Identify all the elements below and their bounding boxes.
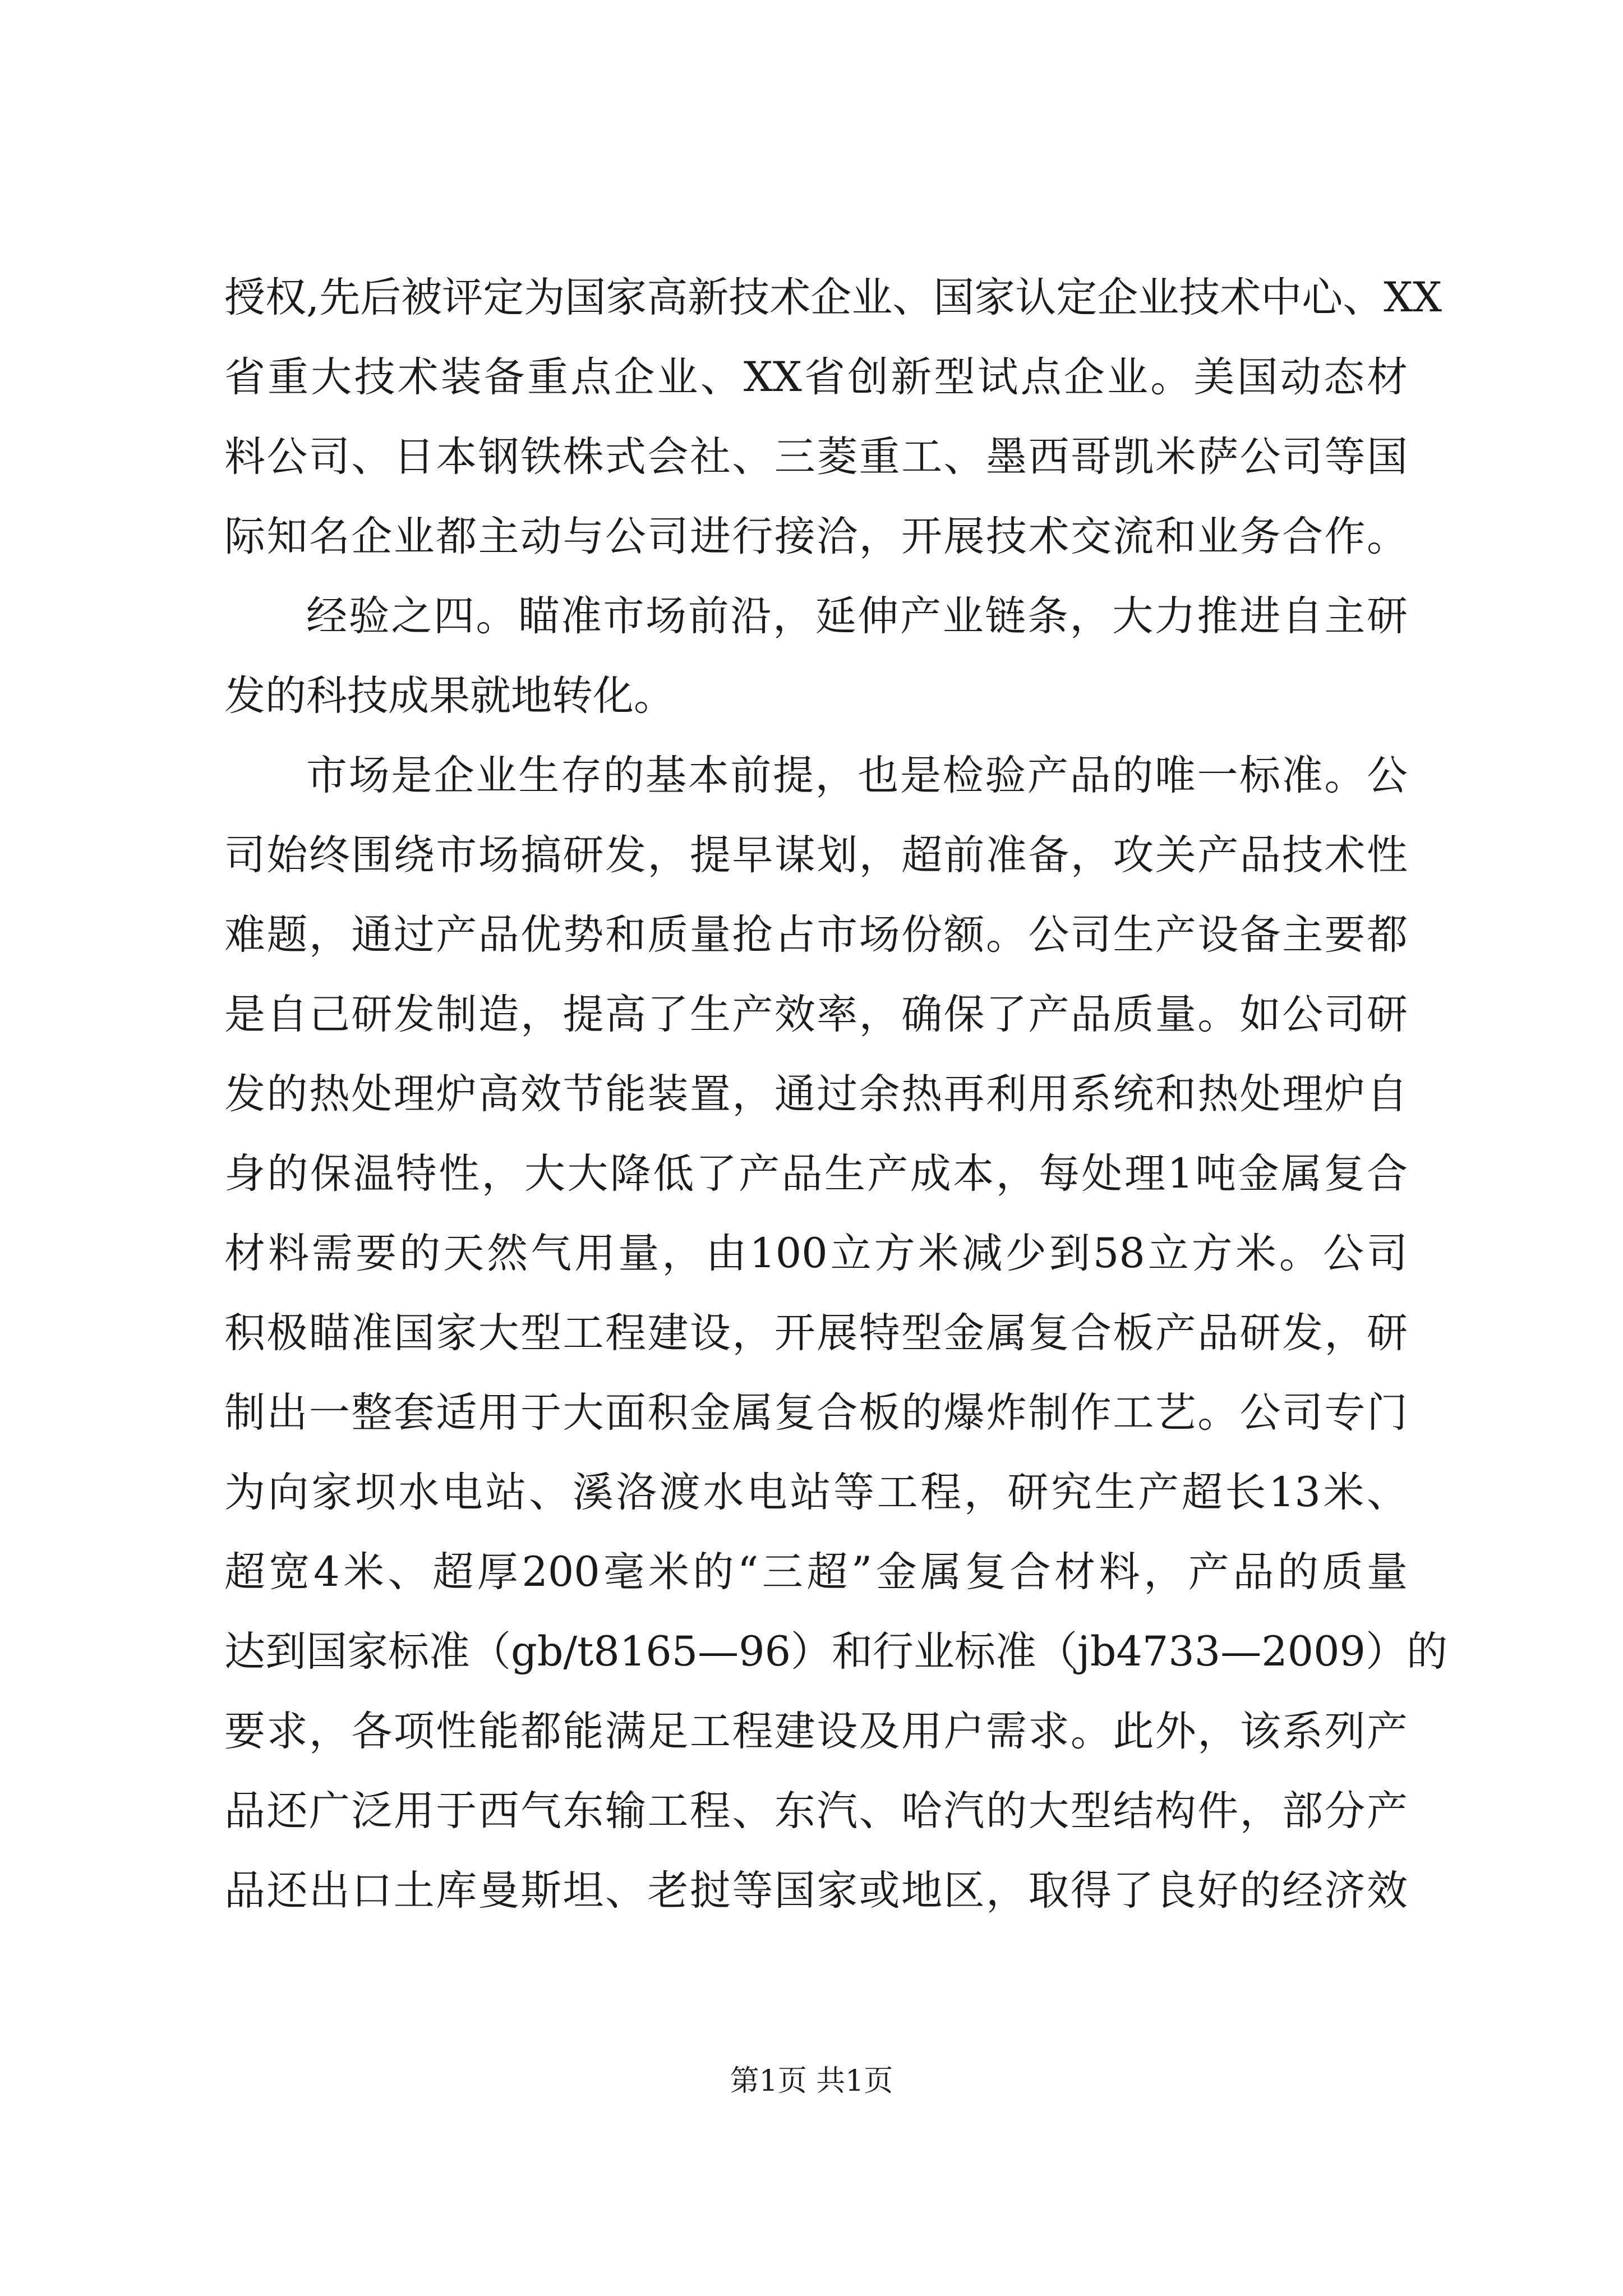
page-number-footer: 第1页 共1页	[730, 2064, 893, 2098]
paragraph-first-line: 市场是企业生存的基本前提，也是检验产品的唯一标准。公	[306, 752, 1408, 799]
text-line: 要求，各项性能都能满足工程建设及用户需求。此外，该系列产	[224, 1708, 1408, 1755]
text-line: 际知名企业都主动与公司进行接洽，开展技术交流和业务合作。	[224, 513, 1408, 560]
text-line: 司始终围绕市场搞研发，提早谋划，超前准备，攻关产品技术性	[224, 831, 1408, 879]
text-line: 材料需要的天然气用量，由100立方米减少到58立方米。公司	[224, 1230, 1408, 1277]
text-line: 料公司、日本钢铁株式会社、三菱重工、墨西哥凯米萨公司等国	[224, 433, 1408, 481]
text-line: 为向家坝水电站、溪洛渡水电站等工程，研究生产超长13米、	[224, 1469, 1408, 1516]
text-line: 授权,先后被评定为国家高新技术企业、国家认定企业技术中心、XX	[224, 274, 1442, 321]
document-body	[224, 258, 1447, 1931]
text-line: 积极瞄准国家大型工程建设，开展特型金属复合板产品研发，研	[224, 1309, 1408, 1357]
text-line: 品还出口土库曼斯坦、老挝等国家或地区，取得了良好的经济效	[224, 1867, 1408, 1915]
text-line: 是自己研发制造，提高了生产效率，确保了产品质量。如公司研	[224, 991, 1408, 1038]
text-line: 制出一整套适用于大面积金属复合板的爆炸制作工艺。公司专门	[224, 1389, 1408, 1437]
text-line: 省重大技术装备重点企业、XX省创新型试点企业。美国动态材	[224, 353, 1408, 401]
text-line: 发的科技成果就地转化。	[224, 672, 675, 720]
paragraph-heading-line: 经验之四。瞄准市场前沿，延伸产业链条，大力推进自主研	[306, 592, 1408, 640]
text-line: 难题，通过产品优势和质量抢占市场份额。公司生产设备主要都	[224, 911, 1408, 959]
text-line: 发的热处理炉高效节能装置，通过余热再利用系统和热处理炉自	[224, 1070, 1408, 1118]
text-line: 达到国家标准（gb/t8165—96）和行业标准（jb4733—2009）的	[224, 1628, 1447, 1676]
text-line: 超宽4米、超厚200毫米的“三超”金属复合材料，产品的质量	[224, 1548, 1408, 1596]
text-line: 身的保温特性，大大降低了产品生产成本，每处理1吨金属复合	[224, 1150, 1408, 1198]
text-line: 品还广泛用于西气东输工程、东汽、哈汽的大型结构件，部分产	[224, 1787, 1408, 1835]
